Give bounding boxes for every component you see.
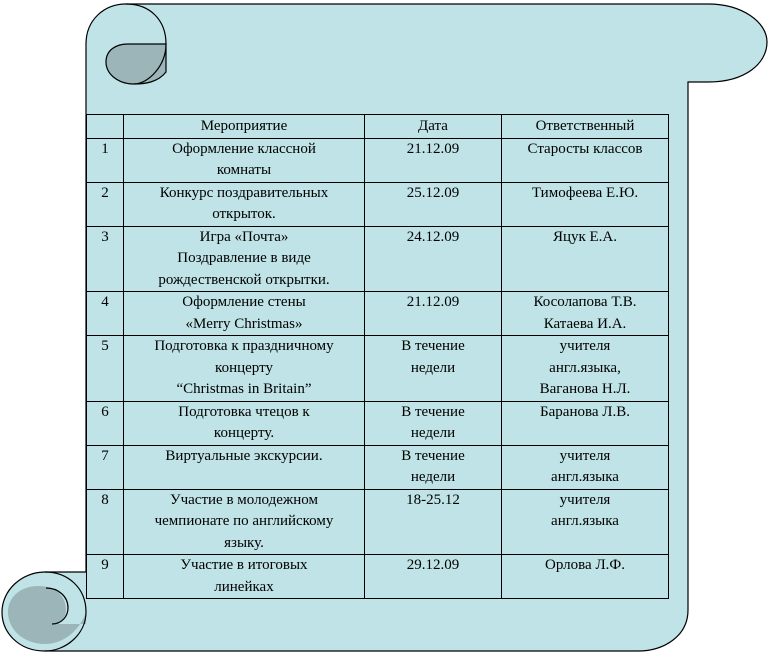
header-responsible: Ответственный bbox=[502, 115, 669, 139]
row-date: В течение недели bbox=[365, 336, 502, 402]
row-number: 2 bbox=[87, 182, 124, 226]
table-row bbox=[87, 292, 669, 336]
events-table bbox=[86, 114, 669, 599]
row-number: 9 bbox=[87, 555, 124, 599]
row-date: 25.12.09 bbox=[365, 182, 502, 226]
table-row bbox=[87, 226, 669, 292]
row-responsible: Косолапова Т.В. Катаева И.А. bbox=[502, 292, 669, 336]
row-responsible: учителя англ.языка, Ваганова Н.Л. bbox=[502, 336, 669, 402]
row-number: 8 bbox=[87, 489, 124, 555]
row-number: 4 bbox=[87, 292, 124, 336]
table-row bbox=[87, 182, 669, 226]
row-number: 1 bbox=[87, 138, 124, 182]
row-responsible: учителя англ.языка bbox=[502, 445, 669, 489]
table-header-row bbox=[87, 115, 669, 139]
row-number: 5 bbox=[87, 336, 124, 402]
row-number: 7 bbox=[87, 445, 124, 489]
row-event: Конкурс поздравительных открыток. bbox=[124, 182, 365, 226]
row-event: Оформление стены «Merry Christmas» bbox=[124, 292, 365, 336]
header-number bbox=[87, 115, 124, 139]
row-event: Виртуальные экскурсии. bbox=[124, 445, 365, 489]
row-responsible: Яцук Е.А. bbox=[502, 226, 669, 292]
table-row bbox=[87, 401, 669, 445]
row-event: Подготовка чтецов к концерту. bbox=[124, 401, 365, 445]
row-date: 29.12.09 bbox=[365, 555, 502, 599]
row-number: 3 bbox=[87, 226, 124, 292]
row-date: 21.12.09 bbox=[365, 292, 502, 336]
row-event: Участие в итоговых линейках bbox=[124, 555, 365, 599]
top-curl bbox=[106, 44, 166, 84]
row-date: В течение недели bbox=[365, 401, 502, 445]
row-responsible: Орлова Л.Ф. bbox=[502, 555, 669, 599]
row-event: Участие в молодежном чемпионате по английскому языку. bbox=[124, 489, 365, 555]
row-date: В течение недели bbox=[365, 445, 502, 489]
header-date: Дата bbox=[365, 115, 502, 139]
row-number: 6 bbox=[87, 401, 124, 445]
row-date: 18-25.12 bbox=[365, 489, 502, 555]
table-row bbox=[87, 445, 669, 489]
row-date: 21.12.09 bbox=[365, 138, 502, 182]
table-row bbox=[87, 555, 669, 599]
row-event: Подготовка к праздничному концерту “Christmas in Britain” bbox=[124, 336, 365, 402]
row-responsible: Старосты классов bbox=[502, 138, 669, 182]
row-date: 24.12.09 bbox=[365, 226, 502, 292]
row-event: Игра «Почта» Поздравление в виде рождественской открытки. bbox=[124, 226, 365, 292]
row-responsible: Баранова Л.В. bbox=[502, 401, 669, 445]
row-event: Оформление классной комнаты bbox=[124, 138, 365, 182]
header-event: Мероприятие bbox=[124, 115, 365, 139]
row-responsible: учителя англ.языка bbox=[502, 489, 669, 555]
row-responsible: Тимофеева Е.Ю. bbox=[502, 182, 669, 226]
table-row bbox=[87, 489, 669, 555]
table-row bbox=[87, 138, 669, 182]
table-row bbox=[87, 336, 669, 402]
